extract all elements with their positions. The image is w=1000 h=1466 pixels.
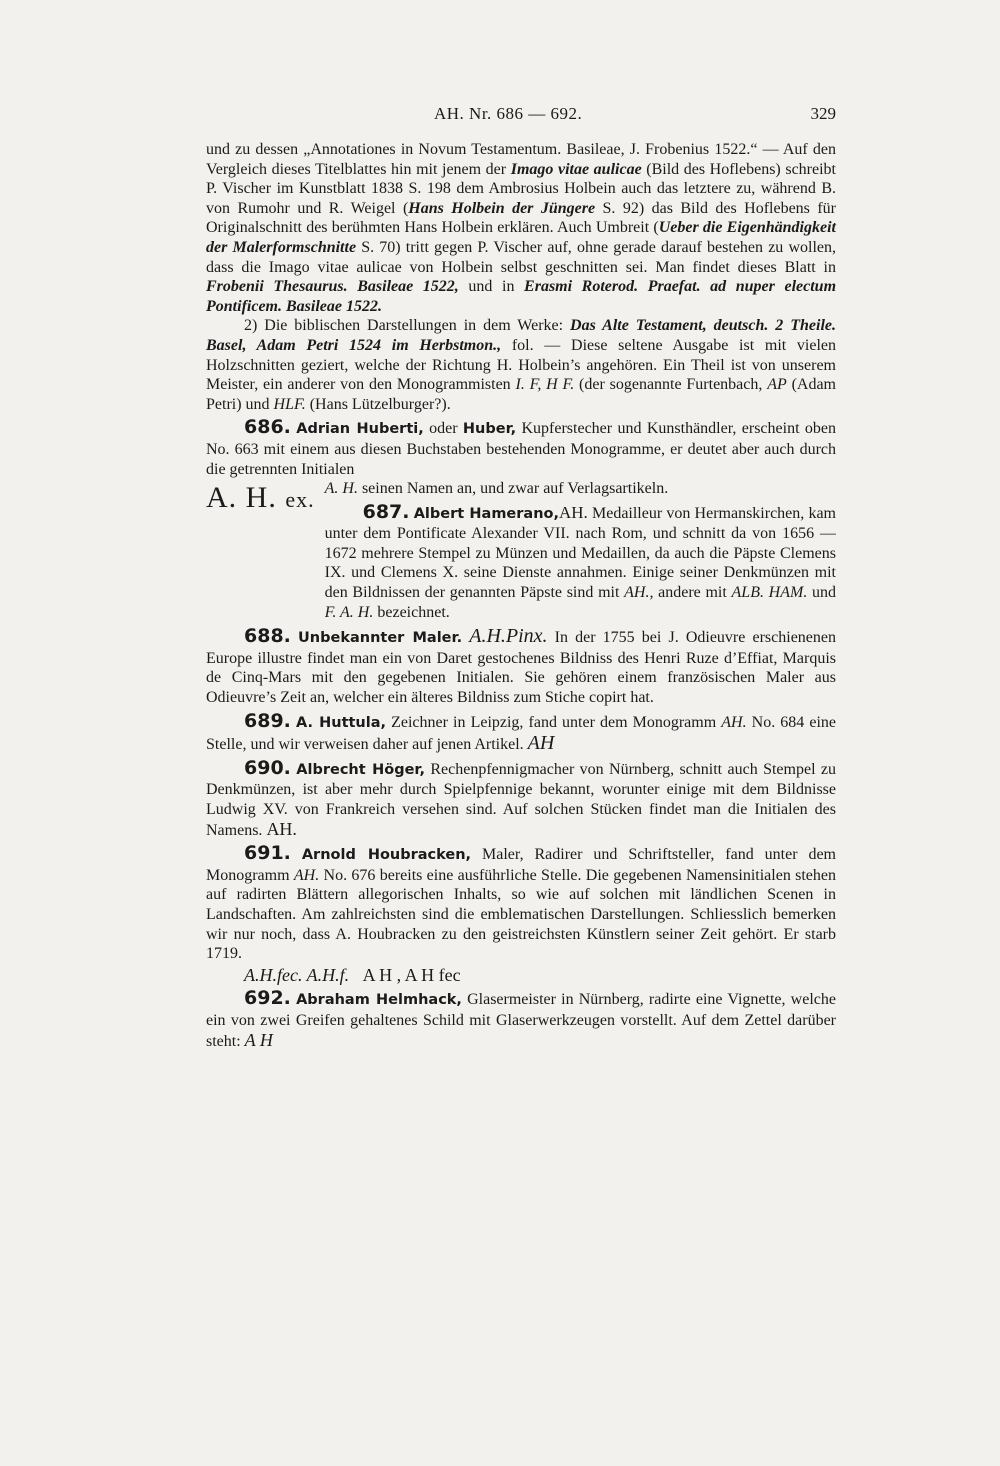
monogram-692: A H	[244, 1029, 273, 1050]
entry-686: 686. Adrian Huberti, oder Huber, Kupferstecher und Kunsthändler, erscheint oben No. 663 mit einem aus diesen Buchstaben bestehenden Monogramme, er deutet aber auch durch die getrennten Initialen	[206, 418, 836, 478]
entry-690: 690. Albrecht Höger, Rechenpfennigmacher von Nürnberg, schnitt auch Stempel zu Denkmünzen, ist aber mehr durch Spielpfennige bekannt, worunter einige mit dem Bildnisse Ludwig XV. von Frankreich versehen sind. Auf solchen Stücken findet man die Initialen des Namens. AH.	[206, 758, 836, 839]
monogram-690: AH.	[266, 818, 297, 839]
entry-number: 692.	[244, 989, 291, 1010]
entry-number: 691.	[244, 844, 291, 865]
artist-name: A. Huttula,	[295, 714, 387, 731]
artist-name: Albert Hamerano,	[413, 505, 559, 522]
intro-paragraph: und zu dessen „Annotationes in Novum Testamentum. Basileae, J. Frobenius 1522.“ — Auf den Vergleich dieses Titelblattes hin mit jenem der Imago vitae aulicae (Bild des Hoflebens) schreibt P. Vischer im Kunstblatt 1838 S. 198 dem Ambrosius Holbein auch das letztere zu, während B. von Rumohr und R. Weigel (Hans Holbein der Jüngere S. 92) das Bild des Hoflebens für Originalschnitt des berühmten Hans Holbein erklären. Auch Umbreit (Ueber die Eigenhändigkeit der Malerformschnitte S. 70) tritt gegen P. Vischer auf, ohne gerade darauf bestehen zu wollen, dass die Imago vitae aulicae von Holbein selbst geschnitten sei. Man findet dieses Blatt in Frobenii Thesaurus. Basileae 1522, und in Erasmi Roterod. Praefat. ad nuper electum Pontificem. Basileae 1522.	[206, 141, 837, 315]
monogram-687: AH.	[559, 502, 588, 522]
entry-687: 687. Albert Hamerano,AH. Medailleur von Hermanskirchen, kam unter dem Pontificate Alexander VII. nach Rom, und schnitt da von 1656 — 1672 mehrere Stempel zu Münzen und Medaillen, da auch die Päpste Clemens IX. und Clemens X. seine Dienste annahmen. Einige seiner Denkmünzen mit den Bildnissen der genannten Päpste sind mit AH., andere mit ALB. HAM. und F. A. H. bezeichnet.	[324, 502, 836, 621]
monogram-689: AH	[527, 732, 555, 755]
artist-name: Arnold Houbracken,	[301, 847, 472, 864]
page-header	[206, 104, 836, 126]
entry-692: 692. Abraham Helmhack, Glasermeister in Nürnberg, radirte eine Vignette, welche ein von zwei Greifen gehaltenes Schild mit Glaserwerkzeugen vorstellt. Auf dem Zettel darüber steht: A H	[206, 989, 836, 1050]
page-number: 329	[810, 104, 836, 123]
entry-686-body: A. H. ex. A. H. seinen Namen an, und zwar auf Verlagsartikeln.	[206, 480, 669, 515]
footnote-2: 2) Die biblischen Darstellungen in dem Werke: Das Alte Testament, deutsch. 2 Theile. Basel, Adam Petri 1524 im Herbstmon., fol. — Diese seltene Ausgabe ist mit vielen Holzschnitten geziert, welche der Richtung H. Holbein’s angehören. Ein Theil ist von unserem Meister, ein anderer von den Monogrammisten I. F, H F. (der sogenannte Furtenbach, AP (Adam Petri) und HLF. (Hans Lützelburger?).	[206, 317, 837, 413]
entry-691: 691. Arnold Houbracken, Maler, Radirer und Schriftsteller, fand unter dem Monogramm AH. No. 676 bereits eine ausführliche Stelle. Die gegebenen Namensinitialen stehen auf radirten Blättern allegorischen Inhalts, so wie auf solchen mit ländlichen Scenen in Landschaften. Am zahlreichsten sind die emblematischen Darstellungen. Schliesslich bemerken wir nur noch, dass A. Houbracken zu den geistreichsten Künstlern seiner Zeit gehört. Er starb 1719. A.H.fec. A.H.f. A H , A H fec	[206, 844, 836, 985]
page-body	[206, 140, 836, 1051]
entry-number: 688.	[244, 626, 291, 648]
artist-name: Abraham Helmhack,	[296, 992, 462, 1009]
artist-name: Adrian Huberti,	[296, 421, 424, 438]
artist-name: Unbekannter Maler.	[298, 630, 463, 647]
entry-number: 686.	[244, 418, 291, 439]
entry-number: 687.	[362, 502, 410, 523]
artist-name: Albrecht Höger,	[296, 761, 425, 778]
running-title: AH. Nr. 686 — 692.	[434, 104, 583, 123]
entry-688: 688. Unbekannter Maler. A.H.Pinx. In der 1755 bei J. Odieuvre erschienenen Europe illustre findet man ein von Daret gestochenes Bildniss des Henri Ruze d’Effiat, Marquis de Cinq-Mars mit den gegebenen Initialen. Sie gehören einem französischen Maler aus Odieuvre’s Zeit an, welcher ein älteres Bildniss zum Stiche copirt hat.	[206, 626, 836, 707]
entry-number: 689.	[244, 711, 291, 732]
entry-number: 690.	[244, 758, 291, 779]
monogram-691: A.H.fec. A.H.f. A H , A H fec	[244, 964, 461, 985]
entry-689: 689. A. Huttula, Zeichner in Leipzig, fand unter dem Monogramm AH. No. 684 eine Stelle, und wir verweisen daher auf jenen Artikel. AH	[206, 711, 836, 755]
monogram-686: A. H. ex.	[206, 481, 315, 515]
monogram-688: A.H.Pinx.	[469, 626, 548, 648]
